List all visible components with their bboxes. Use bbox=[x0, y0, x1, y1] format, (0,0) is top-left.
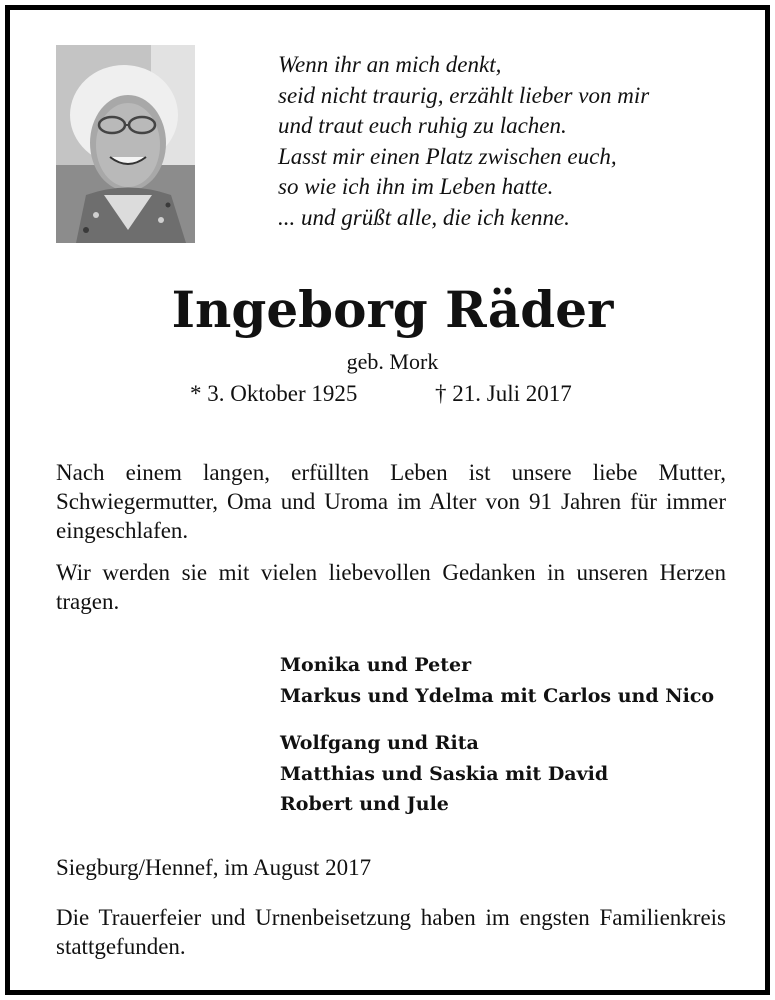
mourners-group-2 bbox=[280, 728, 750, 820]
portrait-image bbox=[56, 45, 195, 243]
mourner-line: Markus und Ydelma mit Carlos und Nico bbox=[280, 684, 715, 707]
poem-line: seid nicht traurig, erzählt lieber von mir bbox=[278, 82, 650, 108]
maiden-name: geb. Mork bbox=[346, 349, 439, 374]
remembrance-text: Wir werden sie mit vielen liebevollen Gedanken in unseren Herzen tragen. bbox=[56, 560, 726, 614]
birth-date: * 3. Oktober 1925 bbox=[190, 381, 358, 406]
poem-line: Lasst mir einen Platz zwischen euch, bbox=[278, 143, 617, 169]
deceased-name: Ingeborg Räder bbox=[171, 280, 614, 339]
mourner-line: Matthias und Saskia mit David bbox=[280, 762, 609, 785]
mourner-line: Robert und Jule bbox=[280, 793, 449, 815]
death-date: † 21. Juli 2017 bbox=[435, 381, 572, 406]
poem-line: Wenn ihr an mich denkt, bbox=[278, 52, 502, 77]
announcement-text: Nach einem langen, erfüllten Leben ist unsere liebe Mutter, Schwiegermutter, Oma und Uroma im Alter von 91 Jahren für immer eingeschlafen. bbox=[56, 460, 726, 543]
portrait-photo bbox=[56, 45, 195, 243]
obituary-frame bbox=[5, 5, 770, 995]
poem-line: und traut euch ruhig zu lachen. bbox=[278, 113, 567, 138]
poem-line: ... und grüßt alle, die ich kenne. bbox=[278, 204, 570, 230]
funeral-note: Die Trauerfeier und Urnenbeisetzung haben im engsten Familienkreis stattgefunden. bbox=[56, 905, 726, 959]
life-dates bbox=[190, 379, 630, 409]
mourners-group-1 bbox=[280, 650, 750, 711]
poem bbox=[278, 50, 748, 233]
mourner-line: Monika und Peter bbox=[280, 654, 472, 676]
mourner-line: Wolfgang und Rita bbox=[280, 732, 479, 754]
poem-line: so wie ich ihn im Leben hatte. bbox=[278, 174, 554, 199]
place-and-date: Siegburg/Hennef, im August 2017 bbox=[56, 855, 372, 880]
